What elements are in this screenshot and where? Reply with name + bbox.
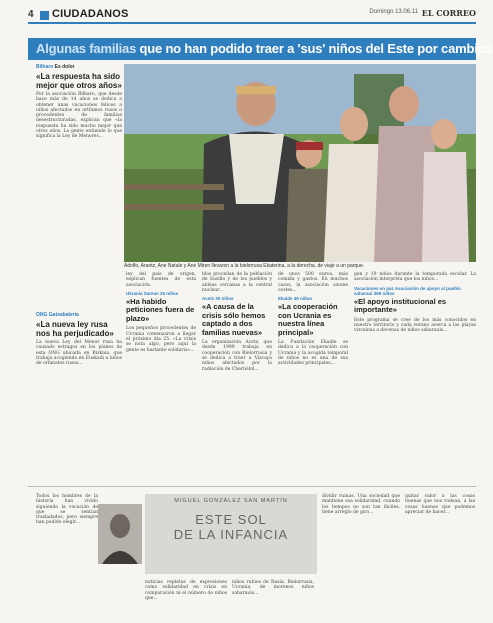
- column-4: [354, 272, 476, 333]
- column-1-title: «Ha habido peticiones fuera de plazo»: [126, 296, 195, 323]
- headline-rest: que no han podido traer a 'sus' niños del Este por cambios: [136, 41, 493, 56]
- opinion-colC-text: dividir ruinas. Una sociedad que mantiene esa solidaridad, cuando los tiempos no son tan fáciles, tiene arreglo de giro...: [322, 494, 400, 515]
- opinion-title: [145, 512, 317, 542]
- column-4-text-before: gen y 19 niños durante la temporada escolar. La asociación interpreta que los niños...: [354, 272, 476, 283]
- opinion-column-4: [322, 494, 400, 515]
- column-1-body: Los pequeños procedentes de Ucrania comenzaron a llegar el próximo día 25. «La crisis se nota algo, pero aquí la gente es bastante solidaria»...: [126, 326, 196, 353]
- column-1-text-before: ley del país de origen, explican fuentes de esta asociación.: [126, 272, 196, 288]
- column-3-text-before: de unos 500 euros, más comida y gastos. En muchos casos, la asociación asume costes...: [278, 272, 348, 293]
- column-2-byline: Acetz 30 niños: [202, 296, 234, 302]
- column-3-byline: Ekaide 49 niños: [278, 296, 313, 302]
- left-body: Por la asociación Bilbaro, que desde hace más de 14 años se dedica a obtener unas vacaciones felices a niños afectados en ortfamos rusos o procedentes de familias desestructuradas, explican que «la respuesta ha sido mucho mejor que otros años. La gente entiende lo que significa la Ley de Menores...: [36, 92, 122, 140]
- opinion-author: MIGUEL GONZÁLEZ SAN MARTÍN: [174, 498, 288, 504]
- byline: [36, 64, 122, 70]
- author-portrait: [98, 504, 142, 564]
- page-date: Domingo 13.06.11: [369, 9, 418, 15]
- page-header: [28, 8, 476, 24]
- page-number: 4: [28, 9, 34, 20]
- headline: [36, 41, 492, 56]
- left-quote-title: «La respuesta ha sido mejor que otros años»: [36, 72, 122, 90]
- column-4-title: «El apoyo institucional es importante»: [354, 296, 447, 315]
- left-lower-body: La nueva Ley del Menor rusa ha causado estragos en los planes de esta ONG ubicada en Bizkaia, que trabaja acogiendo en Euskadi a niños de orfanatos rusos...: [36, 340, 122, 367]
- column-2: [202, 272, 272, 372]
- family-photo-image: [124, 64, 476, 262]
- headline-lead: Algunas familias: [36, 41, 137, 56]
- column-1: [126, 272, 196, 353]
- paper-name: EL CORREO: [421, 8, 476, 18]
- section-marker-icon: [40, 11, 49, 20]
- section-title: CIUDADANOS: [52, 8, 129, 20]
- opinion-title-line-1: ESTE SOL: [195, 512, 267, 527]
- column-2-body: La organización Acetz, que desde 1999 trabaja en cooperación con Bielorrusia y se dedica a traer a Vizcaya niños afectados por la radiación de Chernóbil...: [202, 340, 272, 372]
- column-2-text-before: blos procedan de la población de Susillo y de los pueblos y aldeas cercanas a la central nuclear...: [202, 272, 272, 293]
- column-3: [278, 272, 348, 367]
- left-lower-byline: ONG Gatxabaleria: [36, 312, 79, 318]
- column-4-body: Este programa se cree de los más conocidos en nuestro territorio y cada verano acerca a las playas vizcaínas a decenas de niños saharauis...: [354, 317, 476, 334]
- left-column: [36, 64, 122, 140]
- opinion-colB-text: niños rubios de Rusia, Bielorrusia, Ucrania, de morenos niños saharauis...: [232, 580, 314, 596]
- opinion-colA-text: noticias repletas de expresiones como solidaridad en crisis en comparación ni el número de niños que...: [145, 580, 227, 601]
- column-1-byline: Ukrania Sarean 25 niños: [126, 290, 179, 296]
- opinion-column-1: [36, 494, 98, 526]
- column-2-title: «A causa de la crisis sólo hemos captado a dos familias nuevas»: [202, 302, 266, 337]
- opinion-column-5: [405, 494, 475, 515]
- column-3-body: La Fundación Ekaide se dedica a la cooperación con Ucrania y la acogida temporal de niños no es una de sus actividades principales...: [278, 340, 348, 367]
- left-lower-column: [36, 312, 122, 366]
- byline-name: Es dolor: [54, 64, 75, 70]
- opinion-column-2: [145, 580, 227, 601]
- column-3-title: «La cooperación con Ucrania es nuestra línea principal»: [278, 302, 338, 337]
- opinion-colD-text: quitar valor a las cosas buenas que nos rodean, a las cosas buenas que podemos apreciar de hacer...: [405, 494, 475, 515]
- opinion-col1-text: Todos los hombres de la historia han vivido siguiendo la vocación de que se sentían trasladados, pero siempre han podido elegir...: [36, 494, 98, 526]
- left-lower-title: «La nueva ley rusa nos ha perjudicado»: [36, 320, 114, 338]
- photo-caption: Adolfo, Arantz, Ane Natale y Ane Miren llevaron a la bielorrusa Ekaterina, a la derecha, de viaje a un parque.: [124, 263, 365, 269]
- column-4-byline: Vacaciones en paz Asociación de apoyo al pueblo saharaui 369 niños: [354, 285, 461, 296]
- opinion-header: [145, 494, 317, 574]
- byline-place: Bilbaro: [36, 64, 54, 70]
- opinion-title-line-2: DE LA INFANCIA: [173, 527, 289, 542]
- opinion-column-3: [232, 580, 314, 596]
- section-divider: [28, 486, 476, 487]
- headline-bar: [28, 38, 493, 60]
- author-portrait-image: [98, 504, 142, 564]
- family-photo: [124, 64, 476, 262]
